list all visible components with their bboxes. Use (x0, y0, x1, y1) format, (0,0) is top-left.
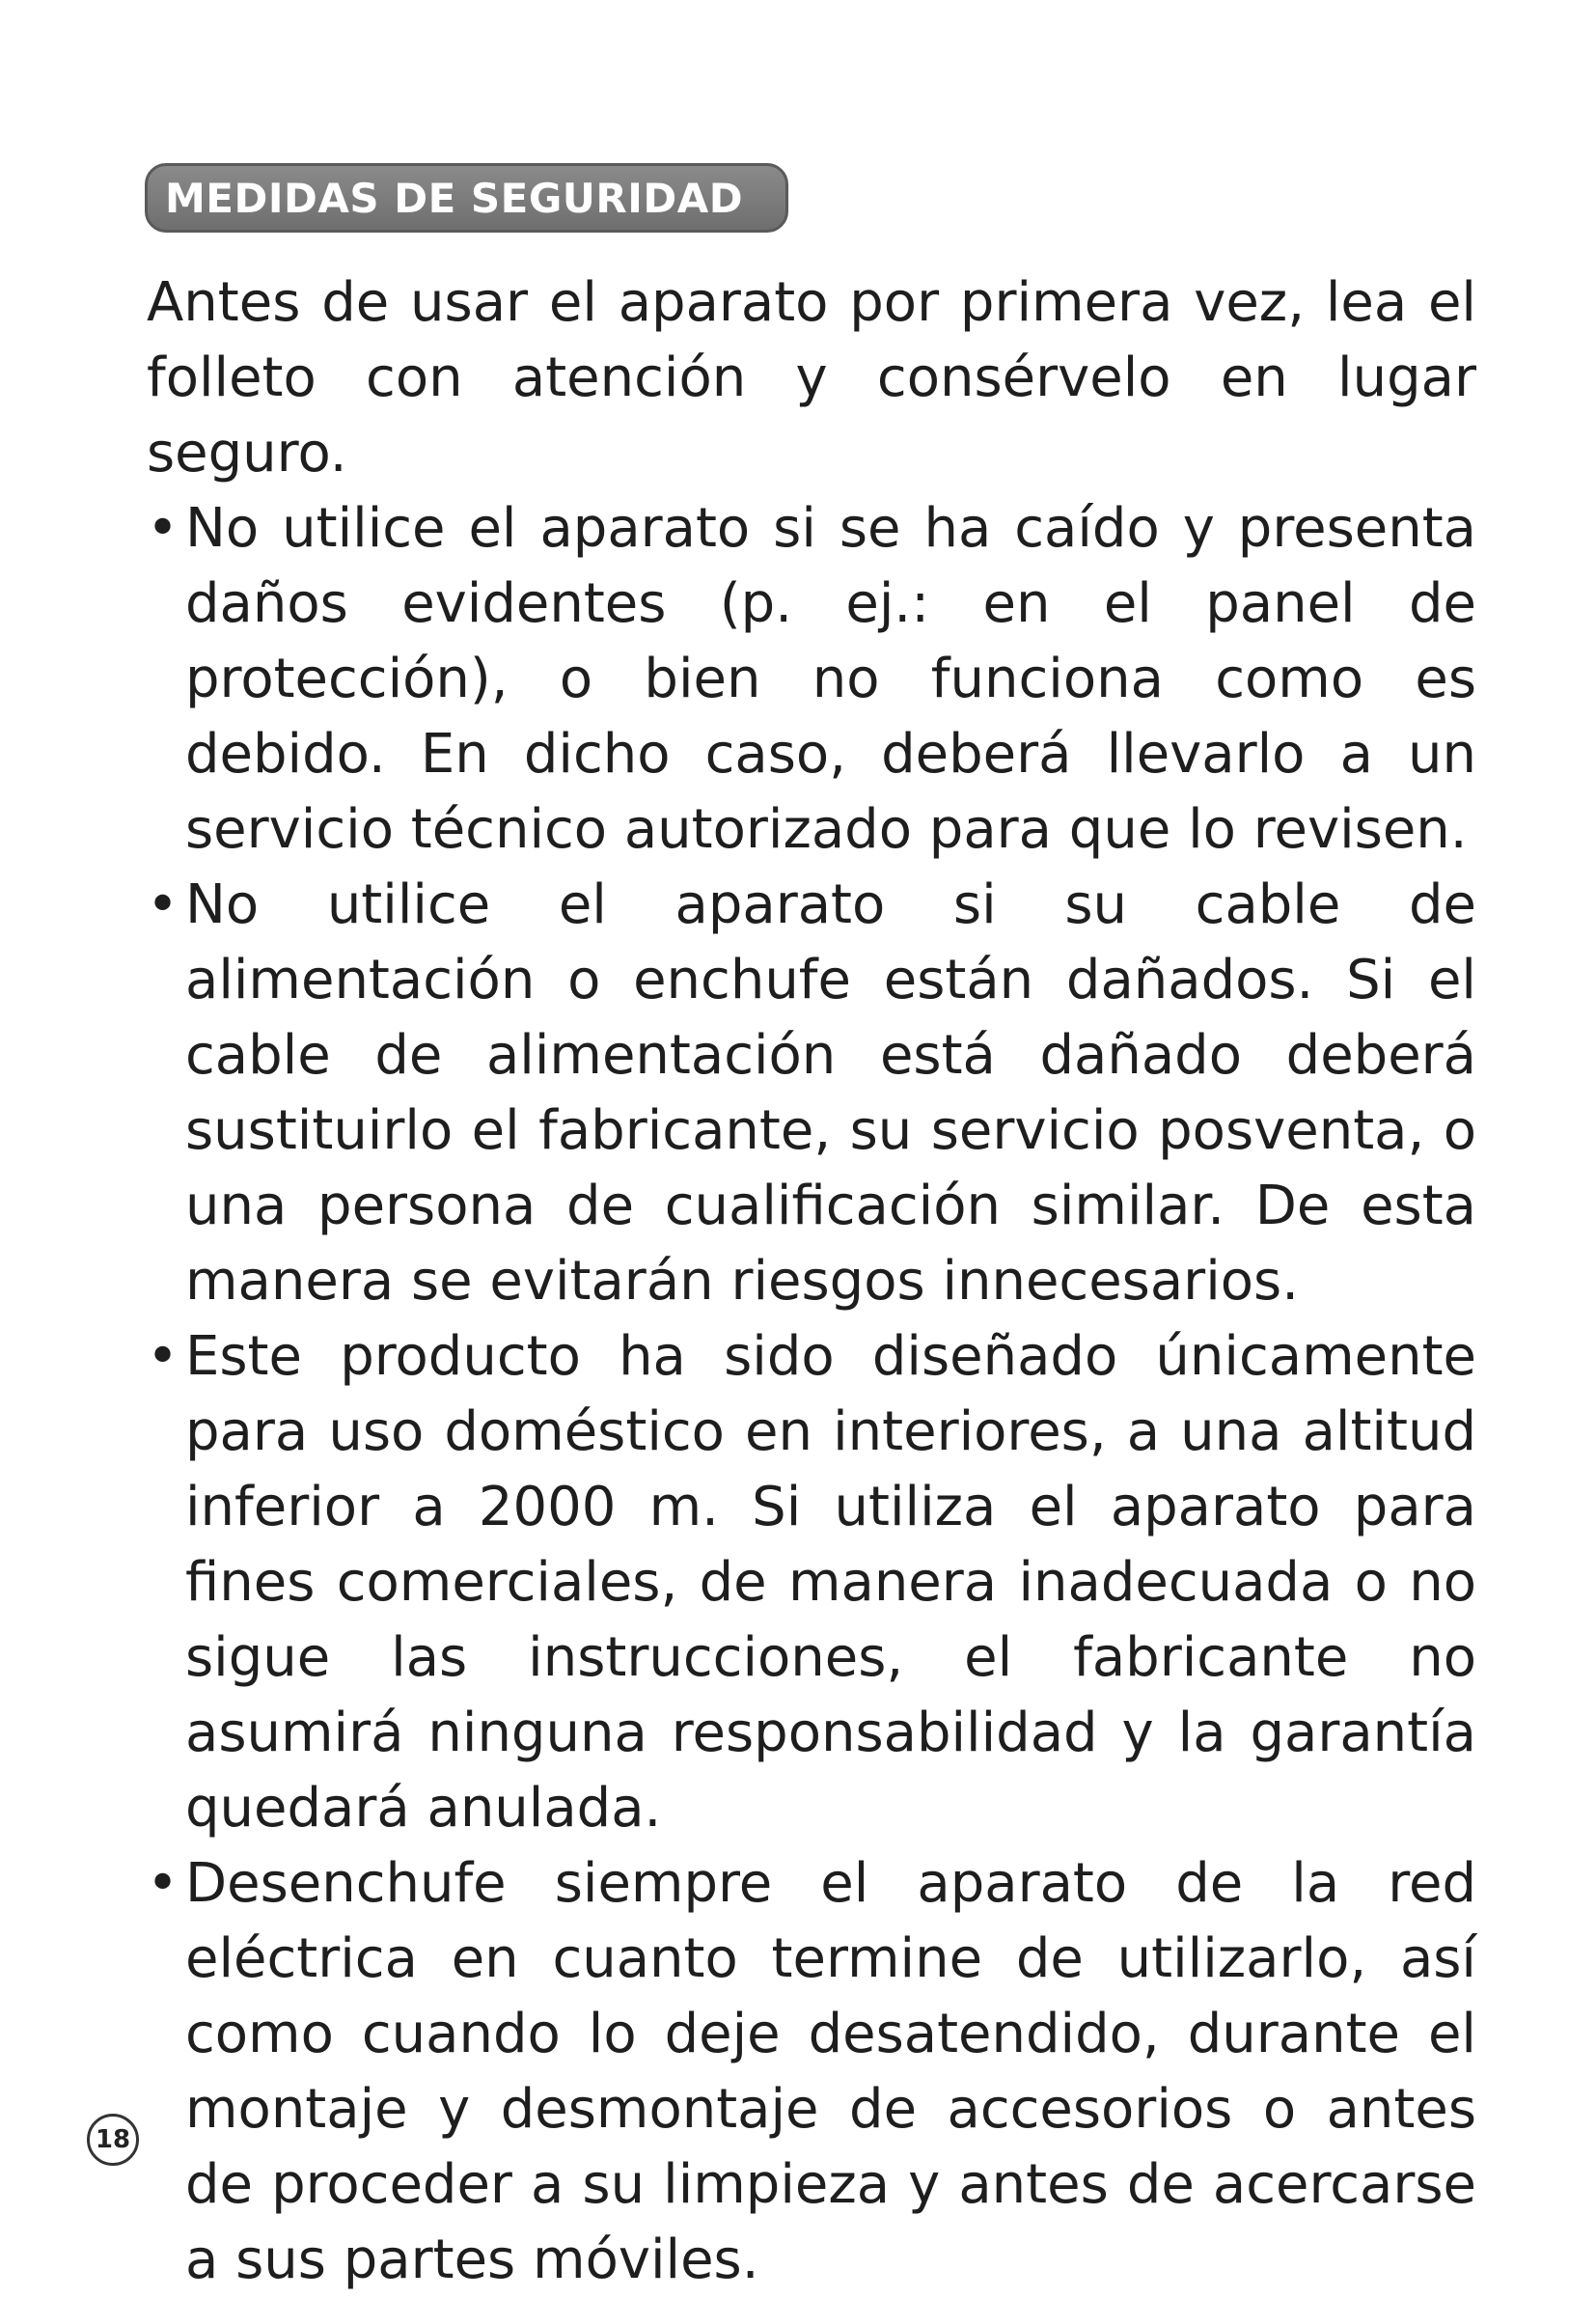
bullet-item (147, 1319, 1476, 1846)
bullet-item (147, 868, 1476, 1319)
bullet-text: Desenchufe siempre el aparato de la red eléctrica en cuanto termine de utilizarlo, así como cuando lo deje desatendido, durante el montaje y desmontaje de accesorios o antes de proceder a su limpieza y antes de acercarse a sus partes móviles. (185, 1852, 1476, 2291)
bullet-text: No utilice el aparato si su cable de alimentación o enchufe están dañados. Si el cable de alimentación está dañado deberá sustituirlo el fabricante, su servicio posventa, o una persona de cualificación similar. De esta manera se evitarán riesgos innecesarios. (185, 873, 1476, 1313)
bullet-text: Este producto ha sido diseñado únicamente para uso doméstico en interiores, a una altitud inferior a 2000 m. Si utiliza el aparato para fines comerciales, de manera inadecuada o no sigue las instrucciones, el fabricante no asumirá ninguna responsabilidad y la garantía quedará anulada. (185, 1325, 1476, 1840)
safety-bullet-list (147, 491, 1476, 2298)
bullet-dot-icon: • (147, 497, 179, 560)
page-number-badge (87, 2114, 139, 2166)
section-title: MEDIDAS DE SEGURIDAD (165, 174, 744, 222)
safety-content (147, 265, 1476, 2298)
bullet-item (147, 491, 1476, 868)
intro-paragraph: Antes de usar el aparato por primera vez, lea el folleto con atención y consérvelo en lugar seguro. (147, 271, 1476, 485)
bullet-text: No utilice el aparato si se ha caído y presenta daños evidentes (p. ej.: en el panel de protección), o bien no funciona como es debido. En dicho caso, deberá llevarlo a un servicio técnico autorizado para que lo revisen. (185, 497, 1476, 861)
page-number: 18 (95, 2125, 131, 2154)
bullet-dot-icon: • (147, 1852, 179, 1915)
bullet-item (147, 1846, 1476, 2298)
bullet-dot-icon: • (147, 873, 179, 936)
bullet-dot-icon: • (147, 1325, 179, 1388)
section-title-badge (145, 163, 788, 233)
